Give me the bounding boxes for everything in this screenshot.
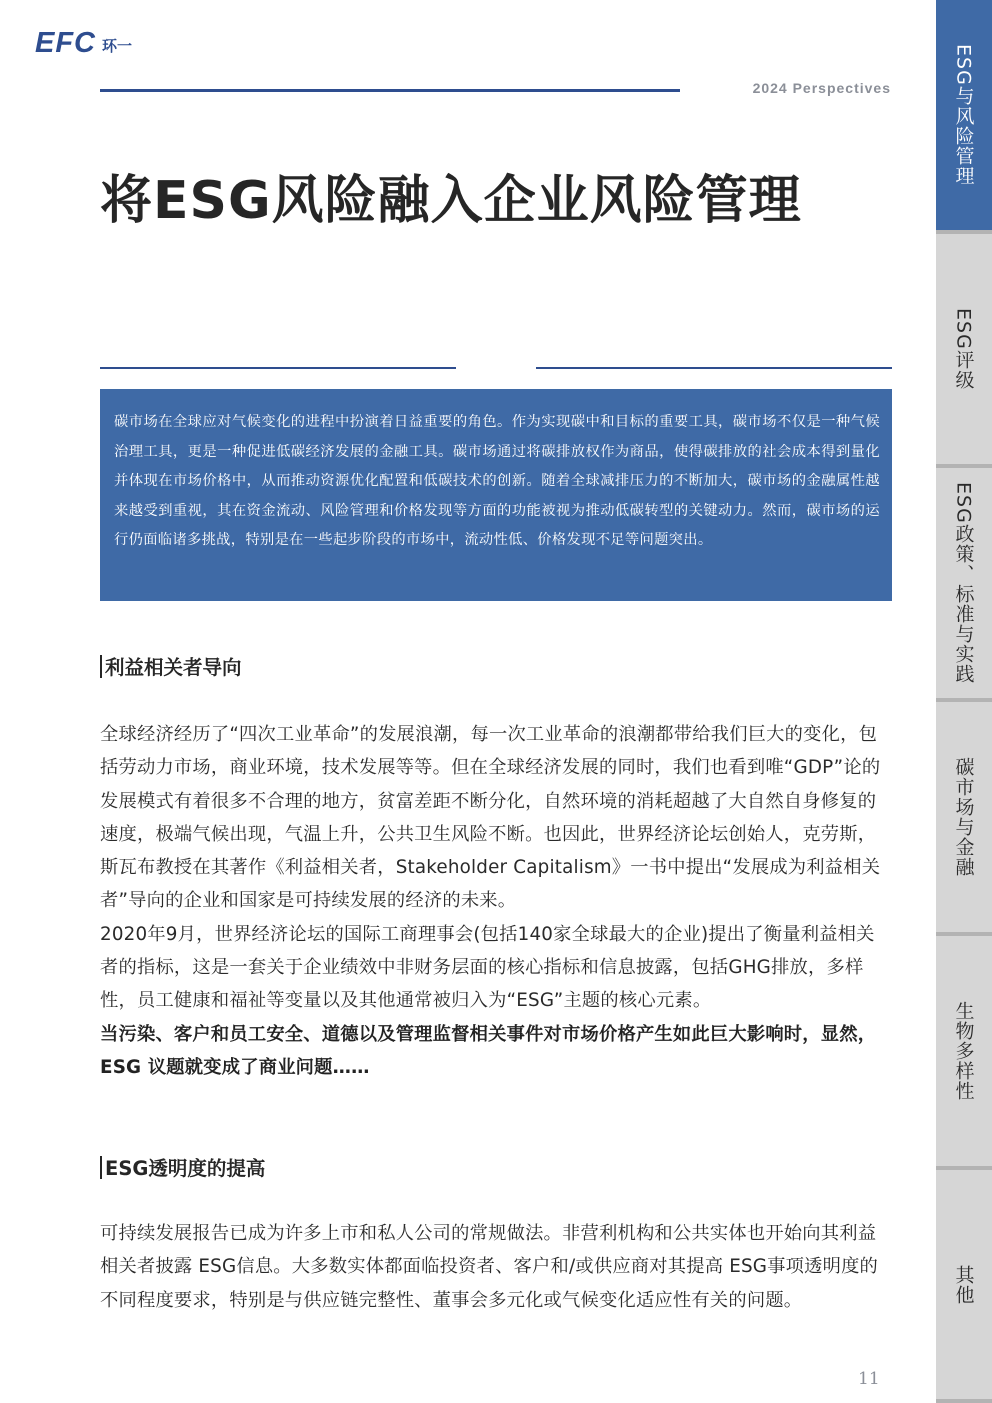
paragraph: 2020年9月，世界经济论坛的国际工商理事会(包括140家全球最大的企业)提出了衡量利益相关者的指标，这是一套关于企业绩效中非财务层面的核心指标和信息披露，包括GHG排放，多样性，员工健康和福祉等变量以及其他通常被归入为“ESG”主题的核心元素。 [100,923,875,1012]
section-heading-stakeholder [100,652,242,680]
paragraph: 全球经济经历了“四次工业革命”的发展浪潮，每一次工业革命的浪潮都带给我们巨大的变化，包括劳动力市场，商业环境，技术发展等等。但在全球经济发展的同时，我们也看到唯“GDP”论的发展模式有着很多不合理的地方，贫富差距不断分化，自然环境的消耗超越了大自然自身修复的速度，极端气候出现，气温上升，公共卫生风险不断。也因此，世界经济论坛创始人，克劳斯，斯瓦布教授在其著作《利益相关者，Stakeholder Capitalism》一书中提出“发展成为利益相关者”导向的企业和国家是可持续发展的经济的未来。 [100,724,881,912]
side-tab-label: 碳市场与金融 [952,757,975,877]
side-tab-label: ESG与风险管理 [952,44,975,186]
section-heading-transparency [100,1153,265,1181]
logo-mark: EFC [35,26,96,59]
page-number: 11 [858,1369,880,1389]
heading-bar [100,655,102,678]
side-tab-label: ESG政策、标准与实践 [952,482,975,684]
section-body-transparency [100,1217,885,1317]
logo [35,28,132,58]
header-rule [100,89,680,92]
divider-right [536,367,892,369]
logo-chinese-name: 环一 [102,36,133,55]
side-tab-esg-risk-management[interactable] [936,0,992,234]
page-title: 将ESG风险融入企业风险管理 [100,171,802,231]
side-tab-label: 其他 [952,1264,975,1305]
side-tab-biodiversity[interactable] [936,936,992,1170]
section-heading-text: ESG透明度的提高 [105,1157,266,1180]
series-label: 2024 Perspectives [752,80,891,96]
section-body-stakeholder [100,718,885,1084]
side-tab-carbon-market[interactable] [936,702,992,936]
section-heading-text: 利益相关者导向 [105,656,242,679]
side-tab-other[interactable] [936,1170,992,1403]
heading-bar [100,1156,102,1179]
side-tab-label: 生物多样性 [952,1001,975,1101]
intro-callout [100,389,892,601]
intro-text: 碳市场在全球应对气候变化的进程中扮演着日益重要的角色。作为实现碳中和目标的重要工具，碳市场不仅是一种气候治理工具，更是一种促进低碳经济发展的金融工具。碳市场通过将碳排放权作为商品，使得碳排放的社会成本得到量化并体现在市场价格中，从而推动资源优化配置和低碳技术的创新。随着全球减排压力的不断加大，碳市场的金融属性越来越受到重视，其在资金流动、风险管理和价格发现等方面的功能被视为推动低碳转型的关键动力。然而，碳市场的运行仍面临诸多挑战，特别是在一些起步阶段的市场中，流动性低、价格发现不足等问题突出。 [114,414,880,548]
paragraph: 可持续发展报告已成为许多上市和私人公司的常规做法。非营利机构和公共实体也开始向其利益相关者披露 ESG信息。大多数实体都面临投资者、客户和/或供应商对其提高 ESG事项透明度的不同程度要求，特别是与供应链完整性、董事会多元化或气候变化适应性有关的问题。 [100,1223,879,1311]
side-tab-label: ESG评级 [952,308,975,390]
side-tab-esg-policy[interactable] [936,468,992,702]
side-nav [936,0,992,1403]
side-tab-esg-rating[interactable] [936,234,992,468]
divider-left [100,367,456,369]
paragraph-emphasis: 当污染、客户和员工安全、道德以及管理监督相关事件对市场价格产生如此巨大影响时，显然，ESG 议题就变成了商业问题…… [100,1023,877,1078]
